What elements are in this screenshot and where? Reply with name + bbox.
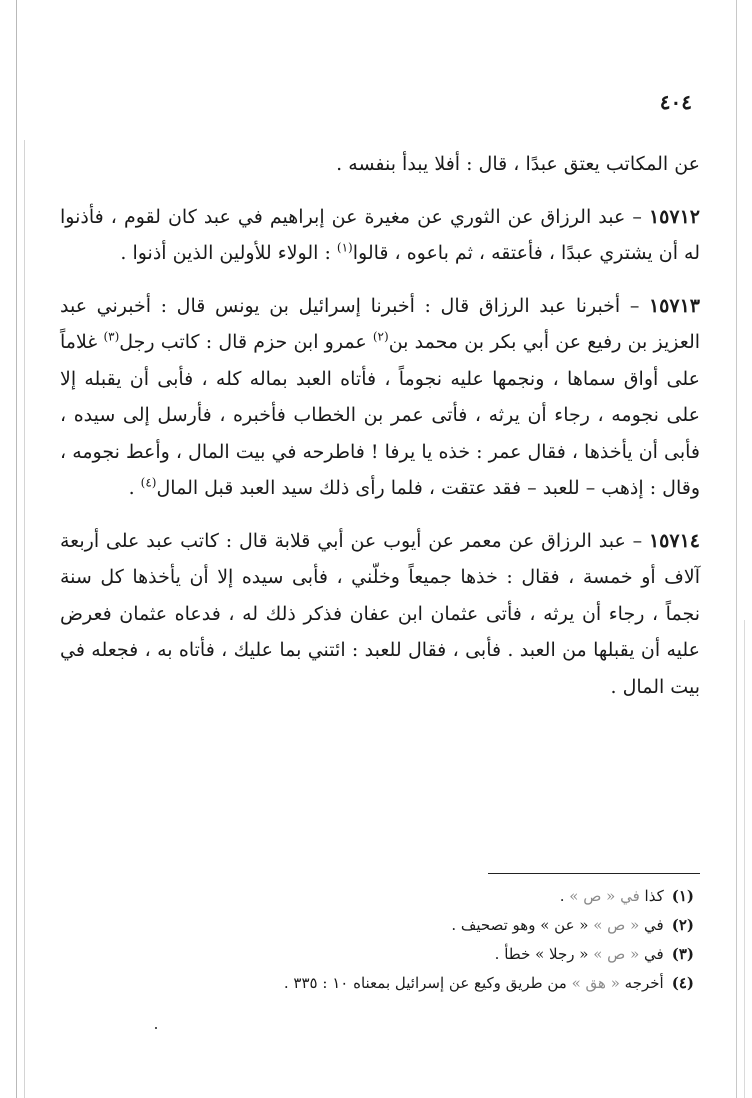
paragraph-text: عن المكاتب يعتق عبدًا ، قال : أفلا يبدأ بنفسه . (336, 153, 700, 175)
paragraph (60, 199, 700, 272)
footnote-text: « عن » وهو تصحيف . (451, 916, 594, 934)
hadith-number: ١٥٧١٤ (648, 529, 700, 552)
faded-source-note: « ص » (593, 945, 640, 963)
hadith-number: ١٥٧١٢ (648, 205, 700, 228)
paragraph-text: – عبد الرزاق عن الثوري عن مغيرة عن إبراهيم في عبد كان لقوم ، فأذنوا له أن يشتري عبدًا ، فأعتقه ، ثم باعوه ، قالوا (60, 205, 700, 264)
footnote-text: . (559, 887, 570, 905)
paragraph (60, 288, 700, 507)
scan-edge-left-inner (24, 140, 25, 1098)
footnote-number: (٤) (671, 974, 694, 992)
paragraph-text: – عبد الرزاق عن معمر عن أيوب عن أبي قلابة قال : كاتب عبد على أربعة آلاف أو خمسة ، فقال : خذها جميعاً وخلّني ، فأبى سيده إلا أن يأخذها كل سنة نجماً ، رجاء أن يرثه ، فأتى عثمان ابن عفان فذكر ذلك له ، فدعاه عثمان فعرض عليه أن يقبلها من العبد . فأبى ، فقال للعبد : ائتني بما عليك ، فأتاه به ، فجعله في بيت المال . (60, 529, 700, 698)
scan-speck (155, 1027, 157, 1029)
footnote-number: (١) (671, 887, 694, 905)
footnote-number: (٣) (671, 945, 694, 963)
footnote-text: أخرجه (619, 974, 664, 992)
footnote-reference: (٢) (372, 329, 389, 344)
faded-source-note: « ص » (593, 916, 640, 934)
footnote-number: (٢) (671, 916, 694, 934)
footnote-text: كذا (639, 887, 664, 905)
page-number: ٤٠٤ (659, 90, 692, 114)
footnote-reference: (٣) (103, 329, 120, 344)
footnote-reference: (١) (336, 240, 353, 255)
footnote-text: في (639, 916, 664, 934)
footnote (74, 969, 694, 998)
footnote (74, 911, 694, 940)
footnote-text: « رجلا » خطأ . (494, 945, 594, 963)
footnotes (74, 882, 694, 998)
paragraph-text: عمرو ابن حزم قال : كاتب رجل (119, 331, 373, 353)
scan-edge-left-outer (16, 0, 17, 1098)
paragraph (60, 523, 700, 706)
footnote-text: في (639, 945, 664, 963)
paragraph-text: . (128, 477, 141, 499)
paragraph-text: – أخبرنا عبد الرزاق قال : أخبرنا إسرائيل بن يونس قال : أخبرني عبد العزيز بن رفيع عن أبي بكر بن محمد بن (60, 294, 701, 353)
footnote (74, 940, 694, 969)
footnote (74, 882, 694, 911)
scan-edge-right-inner (744, 620, 745, 1098)
footnote-reference: (٤) (140, 475, 157, 490)
paragraph-text: : الولاء للأولين الذين أذنوا . (120, 242, 337, 264)
paragraph (60, 146, 700, 183)
main-text (60, 146, 700, 705)
footnote-text: من طريق وكيع عن إسرائيل بمعناه ١٠ : ٣٣٥ . (283, 974, 572, 992)
paragraph-text: غلاماً على أواق سماها ، ونجمها عليه نجوماً ، فأتاه العبد بماله كله ، فأبى أن يقبله إلا على نجومه ، رجاء أن يرثه ، فأتى عمر بن الخطاب فأخبره ، فأرسل إلى سيده ، فأبى أن يأخذها ، فقال عمر : خذه يا يرفا ! فاطرحه في بيت المال ، وأعط نجومه ، وقال : إذهب – للعبد – فقد عتقت ، فلما رأى ذلك سيد العبد قبل المال (60, 331, 700, 499)
faded-source-note: في « ص » (569, 887, 640, 905)
hadith-number: ١٥٧١٣ (648, 294, 700, 317)
scan-edge-right-outer (736, 0, 737, 1098)
footnote-divider (488, 873, 700, 874)
faded-source-note: « هق » (571, 974, 620, 992)
